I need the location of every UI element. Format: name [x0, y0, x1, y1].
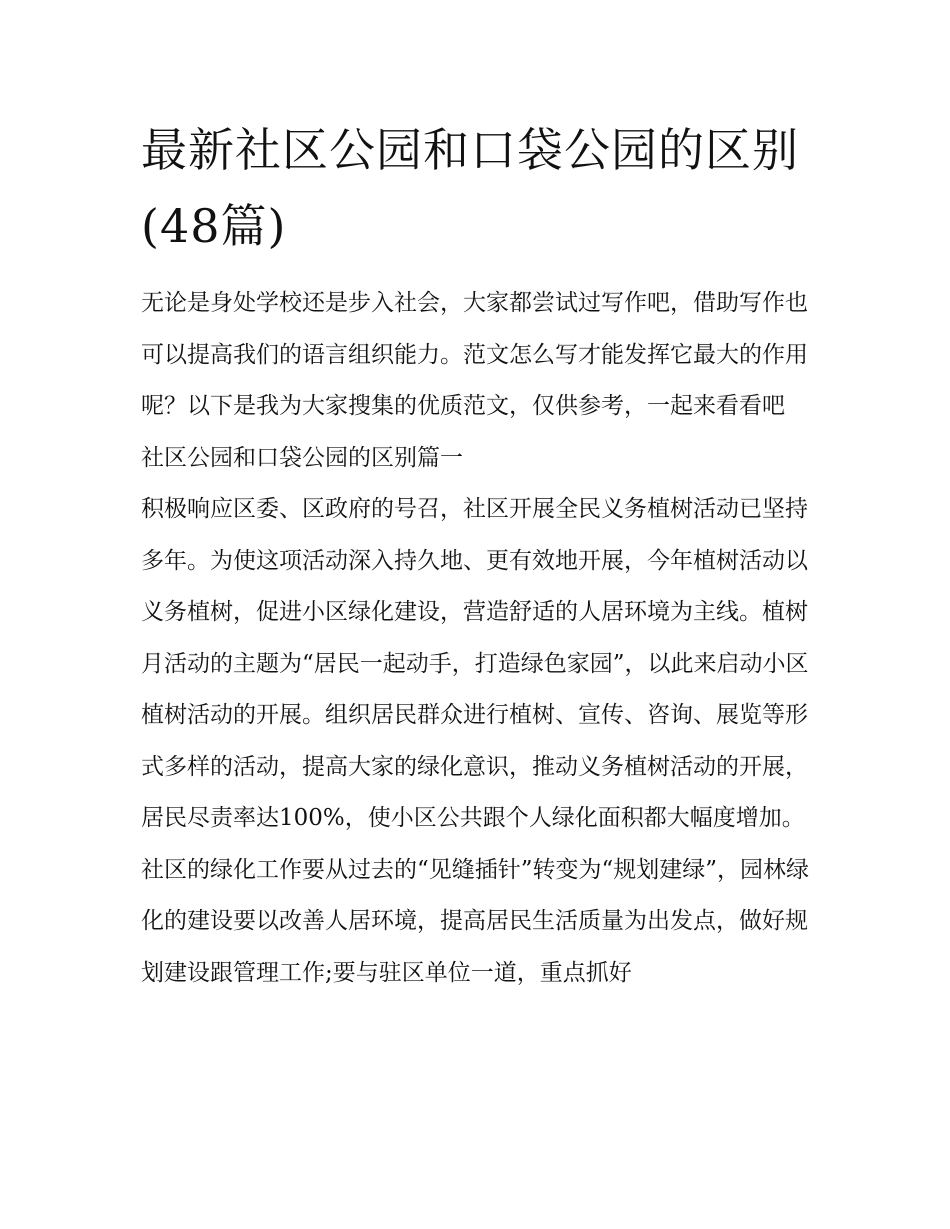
document-content: [141, 112, 813, 999]
section-heading: 社区公园和口袋公园的区别篇一: [141, 444, 463, 471]
body-paragraph-2: 社区的绿化工作要从过去的“见缝插针”转变为“规划建绿”，园林绿化的建设要以改善人居环境，提高居民生活质量为出发点，做好规划建设跟管理工作;要与驻区单位一道，重点抓好: [141, 856, 810, 986]
document-body: [141, 278, 813, 999]
body-paragraph-1: 积极响应区委、区政府的号召，社区开展全民义务植树活动已坚持多年。为使这项活动深入持久地、更有效地开展，今年植树活动以义务植树，促进小区绿化建设，营造舒适的人居环境为主线。植树月活动的主题为“居民一起动手，打造绿色家园”，以此来启动小区植树活动的开展。组织居民群众进行植树、宣传、咨询、展览等形式多样的活动，提高大家的绿化意识，推动义务植树活动的开展，居民尽责率达100%，使小区公共跟个人绿化面积都大幅度增加。: [141, 496, 809, 831]
document-title: 最新社区公园和口袋公园的区别(48篇): [141, 123, 799, 253]
intro-paragraph: 无论是身处学校还是步入社会，大家都尝试过写作吧，借助写作也可以提高我们的语言组织能力。范文怎么写才能发挥它最大的作用呢？以下是我为大家搜集的优质范文，仅供参考，一起来看看吧: [141, 290, 808, 419]
